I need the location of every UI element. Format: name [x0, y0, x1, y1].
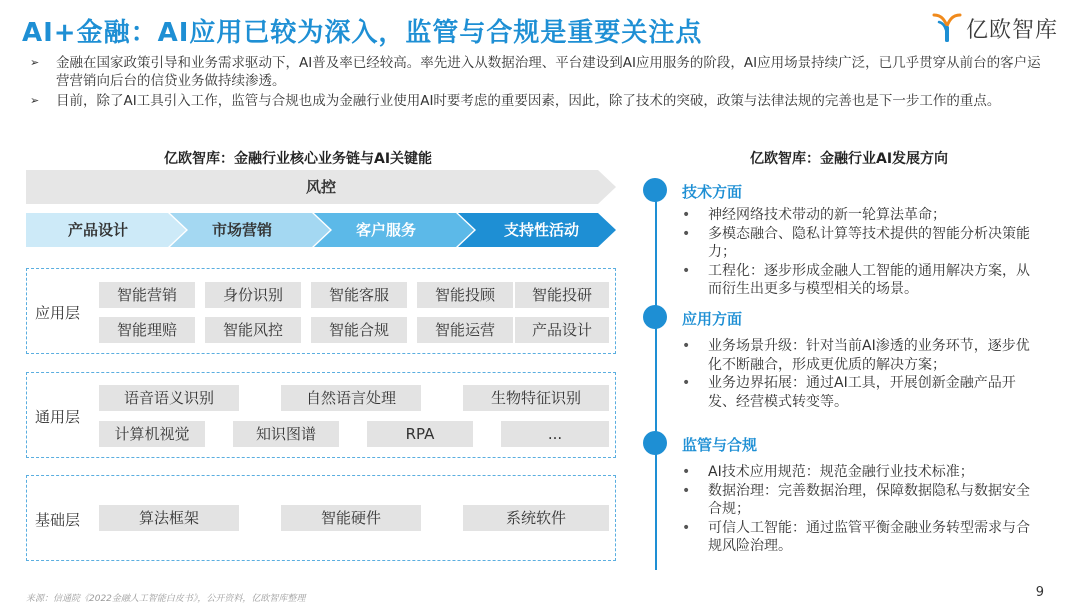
capability-chip: 智能客服: [311, 282, 407, 308]
application-layer: [26, 268, 616, 354]
timeline-dot-icon: [643, 431, 667, 455]
yiou-logo-icon: [932, 12, 962, 44]
chain-step-label: 产品设计: [68, 221, 129, 239]
chain-step-customer-service: [314, 213, 474, 247]
capability-chip: 智能投研: [515, 282, 609, 308]
chain-step-label: 市场营销: [212, 221, 273, 239]
chain-step-product-design: [26, 213, 186, 247]
capability-chip: 生物特征识别: [463, 385, 609, 411]
arrow-bullet-icon: ➢: [30, 94, 40, 107]
capability-chip: RPA: [367, 421, 473, 447]
intro-bullet-text: 金融在国家政策引导和业务需求驱动下，AI普及率已经较高。率先进入从数据治理、平台建设到AI应用服务的阶段，AI应用场景持续广泛，已几乎贯穿从前台的客户运营营销向后台的信贷业务做持续渗透。: [56, 55, 1041, 89]
capability-chip: 知识图谱: [233, 421, 339, 447]
direction-heading: 监管与合规: [682, 436, 758, 454]
capability-chip: 身份识别: [205, 282, 301, 308]
intro-bullets: [30, 54, 1048, 112]
chain-step-label: 客户服务: [356, 221, 417, 239]
capability-chip: 语音语义识别: [99, 385, 239, 411]
timeline-dot-icon: [643, 178, 667, 202]
direction-list-application: [682, 337, 1032, 411]
layer-name: 基础层: [35, 511, 81, 529]
capability-chip: 计算机视觉: [99, 421, 205, 447]
timeline-line: [655, 190, 657, 570]
direction-item: • AI技术应用规范：规范金融行业技术标准；: [682, 463, 1032, 482]
capability-chip: 自然语言处理: [281, 385, 421, 411]
risk-band-label: 风控: [305, 178, 336, 196]
general-layer: [26, 372, 616, 458]
capability-chip: 产品设计: [515, 317, 609, 343]
direction-item: • 工程化：逐步形成金融人工智能的通用解决方案，从而衍生出更多与模型相关的场景。: [682, 262, 1032, 299]
capability-chip: 智能硬件: [281, 505, 421, 531]
capability-chip: 智能风控: [205, 317, 301, 343]
source-note: 来源：信通院《2022金融人工智能白皮书》，公开资料，亿欧智库整理: [26, 594, 306, 604]
arrow-bullet-icon: ➢: [30, 56, 40, 69]
layer-name: 应用层: [35, 304, 81, 322]
page-title: AI+金融：AI应用已较为深入，监管与合规是重要关注点: [22, 18, 703, 48]
base-layer: [26, 475, 616, 561]
direction-item: • 可信人工智能：通过监管平衡金融业务转型需求与合规风险治理。: [682, 519, 1032, 556]
intro-bullet: [30, 92, 1048, 110]
intro-bullet-text: 目前，除了AI工具引入工作，监管与合规也成为金融行业使用AI时要考虑的重要因素，因此，除了技术的突破，政策与法律法规的完善也是下一步工作的重点。: [56, 93, 1001, 109]
capability-chip: 智能投顾: [417, 282, 513, 308]
direction-item: • 业务边界拓展：通过AI工具，开展创新金融产品开发、经营模式转变等。: [682, 374, 1032, 411]
direction-item: • 神经网络技术带动的新一轮算法革命；: [682, 206, 1032, 225]
direction-item: • 业务场景升级：针对当前AI渗透的业务环节，逐步优化不断融合，形成更优质的解决方案；: [682, 337, 1032, 374]
direction-list-tech: [682, 206, 1032, 299]
left-panel-title: 亿欧智库：金融行业核心业务链与AI关键能: [164, 151, 433, 167]
risk-band: [26, 170, 616, 204]
capability-chip: 智能理赔: [99, 317, 195, 343]
direction-heading: 技术方面: [682, 183, 743, 201]
capability-chip: 系统软件: [463, 505, 609, 531]
direction-heading: 应用方面: [682, 310, 743, 328]
capability-chip: 算法框架: [99, 505, 239, 531]
logo: [932, 12, 1058, 44]
timeline-dot-icon: [643, 305, 667, 329]
logo-text: 亿欧智库: [965, 17, 1058, 43]
chain-step-support: [458, 213, 616, 247]
chain-step-label: 支持性活动: [504, 221, 580, 239]
capability-chip: 智能运营: [417, 317, 513, 343]
direction-list-regulation: [682, 463, 1032, 556]
page-number: 9: [1035, 585, 1044, 600]
capability-chip: 智能合规: [311, 317, 407, 343]
capability-chip: 智能营销: [99, 282, 195, 308]
chain-step-marketing: [170, 213, 330, 247]
capability-chip: ...: [501, 421, 609, 447]
layer-name: 通用层: [35, 408, 81, 426]
intro-bullet: [30, 54, 1048, 90]
direction-item: • 多模态融合、隐私计算等技术提供的智能分析决策能力；: [682, 225, 1032, 262]
right-panel-title: 亿欧智库：金融行业AI发展方向: [750, 151, 949, 167]
direction-item: • 数据治理：完善数据治理，保障数据隐私与数据安全合规；: [682, 482, 1032, 519]
business-chain: [26, 213, 616, 247]
